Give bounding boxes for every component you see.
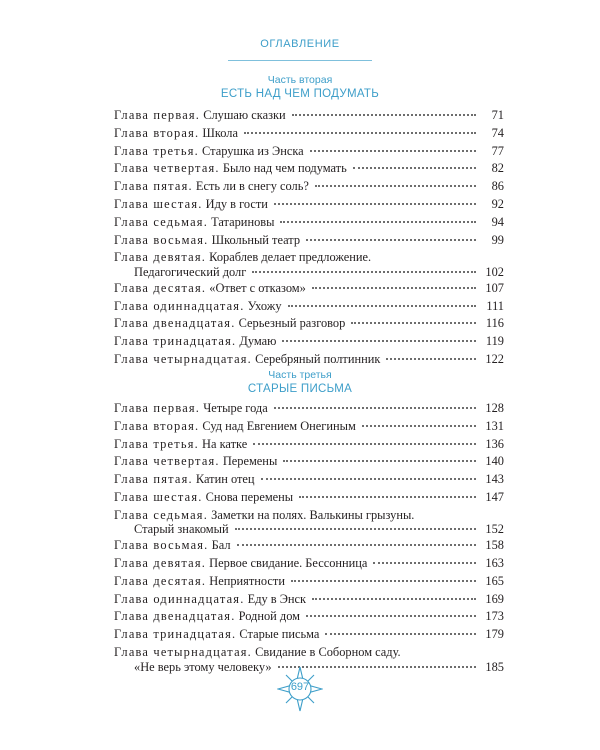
page-ref: 165 xyxy=(485,573,504,588)
chapter-title: Свидание в Соборном саду. xyxy=(255,645,401,660)
toc-entry[interactable] xyxy=(114,250,504,281)
chapter-number: Глава десятая. xyxy=(114,573,207,588)
chapter-title: Бал xyxy=(211,538,231,553)
toc-entry[interactable] xyxy=(114,538,504,556)
chapter-title: Родной дом xyxy=(238,609,300,624)
toc-entry[interactable] xyxy=(114,592,504,610)
toc-entry[interactable] xyxy=(114,281,504,299)
chapter-number: Глава седьмая. xyxy=(114,507,208,522)
toc-entry[interactable] xyxy=(114,627,504,645)
leader-dots xyxy=(353,167,476,169)
part-two-heading xyxy=(0,74,600,101)
chapter-title: Снова перемены xyxy=(205,489,294,504)
chapter-title: Первое свидание. Бессонница xyxy=(209,556,368,571)
chapter-number: Глава двенадцатая. xyxy=(114,609,236,624)
chapter-number: Глава тринадцатая. xyxy=(114,334,237,349)
leader-dots xyxy=(362,425,476,427)
chapter-title-continued: «Не верь этому человеку» xyxy=(134,659,272,674)
toc-entry[interactable] xyxy=(114,490,504,508)
chapter-number: Глава восьмая. xyxy=(114,232,209,247)
leader-dots xyxy=(312,598,476,600)
page-ref: 147 xyxy=(485,489,504,504)
part-label: Часть вторая xyxy=(267,74,333,86)
chapter-title: Есть ли в снегу соль? xyxy=(195,179,309,194)
toc-entry[interactable] xyxy=(114,299,504,317)
page-title: ОГЛАВЛЕНИЕ xyxy=(260,38,340,50)
leader-dots xyxy=(237,544,476,546)
leader-dots xyxy=(351,322,476,324)
chapter-title-continued: Старый знакомый xyxy=(134,522,229,537)
chapter-title: Школа xyxy=(202,125,238,140)
chapter-number: Глава четвертая. xyxy=(114,161,220,176)
chapter-number: Глава пятая. xyxy=(114,179,193,194)
chapter-number: Глава восьмая. xyxy=(114,538,209,553)
chapter-title: Ухожу xyxy=(247,298,282,313)
leader-dots xyxy=(325,633,476,635)
page-ref: 92 xyxy=(491,196,504,211)
toc-entry[interactable] xyxy=(114,161,504,179)
leader-dots xyxy=(306,615,476,617)
chapter-title: Старые письма xyxy=(239,627,320,642)
leader-dots xyxy=(280,221,476,223)
chapter-title: Заметки на полях. Валькины грызуны. xyxy=(211,507,415,522)
toc-entry[interactable] xyxy=(114,454,504,472)
chapter-title: Было над чем подумать xyxy=(222,161,347,176)
page-ref: 131 xyxy=(485,418,504,433)
toc-entry[interactable] xyxy=(114,437,504,455)
leader-dots xyxy=(283,460,476,462)
leader-dots xyxy=(312,287,476,289)
chapter-title: На катке xyxy=(202,436,248,451)
chapter-number: Глава вторая. xyxy=(114,125,200,140)
chapter-number: Глава третья. xyxy=(114,436,199,451)
chapter-title: Кораблев делает предложение. xyxy=(209,250,372,265)
chapter-number: Глава пятая. xyxy=(114,472,193,487)
page-ref: 169 xyxy=(485,591,504,606)
chapter-number: Глава четырнадцатая. xyxy=(114,645,252,660)
page-ref: 140 xyxy=(485,454,504,469)
toc-entry[interactable] xyxy=(114,233,504,251)
chapter-number: Глава одиннадцатая. xyxy=(114,298,245,313)
chapter-number: Глава девятая. xyxy=(114,556,207,571)
chapter-number: Глава третья. xyxy=(114,143,199,158)
chapter-number: Глава седьмая. xyxy=(114,214,208,229)
toc-entry[interactable] xyxy=(114,419,504,437)
chapter-number: Глава четырнадцатая. xyxy=(114,352,252,367)
chapter-title: Старушка из Энска xyxy=(202,143,304,158)
toc-entry[interactable] xyxy=(114,609,504,627)
chapter-title: Суд над Евгением Онегиным xyxy=(202,418,356,433)
page-ref: 179 xyxy=(485,627,504,642)
page-ref: 86 xyxy=(491,179,504,194)
chapter-title: Иду в гости xyxy=(205,196,268,211)
page-ref: 122 xyxy=(485,352,504,367)
part-title: ЕСТЬ НАД ЧЕМ ПОДУМАТЬ xyxy=(220,88,380,100)
leader-dots xyxy=(261,478,476,480)
chapter-title-continued: Педагогический долг xyxy=(134,264,247,279)
leader-dots xyxy=(235,528,476,530)
page-number: 697 xyxy=(290,681,310,693)
toc-entry[interactable] xyxy=(114,316,504,334)
chapter-number: Глава первая. xyxy=(114,108,201,122)
leader-dots xyxy=(315,185,476,187)
leader-dots xyxy=(244,132,476,134)
page-ref: 163 xyxy=(485,556,504,571)
part-title: СТАРЫЕ ПИСЬМА xyxy=(247,383,353,395)
leader-dots xyxy=(292,114,476,116)
leader-dots xyxy=(282,340,476,342)
page-ref: 71 xyxy=(491,108,504,122)
leader-dots xyxy=(310,150,476,152)
page-ref: 111 xyxy=(486,298,504,313)
toc-part-three xyxy=(114,401,504,676)
page-ref: 94 xyxy=(491,214,504,229)
page-ref: 116 xyxy=(485,316,504,331)
page-ref: 185 xyxy=(485,659,504,674)
page-ref: 74 xyxy=(491,125,504,140)
toc-entry[interactable] xyxy=(114,574,504,592)
page-ref: 143 xyxy=(485,472,504,487)
chapter-title: Четыре года xyxy=(203,401,268,415)
leader-dots xyxy=(299,496,476,498)
chapter-title: Серьезный разговор xyxy=(238,316,346,331)
chapter-number: Глава девятая. xyxy=(114,250,207,265)
chapter-number: Глава первая. xyxy=(114,401,201,415)
toc-entry[interactable] xyxy=(114,556,504,574)
toc-entry[interactable] xyxy=(114,472,504,490)
toc-entry[interactable] xyxy=(114,508,504,539)
leader-dots xyxy=(373,562,476,564)
part-label: Часть третья xyxy=(268,369,332,381)
page-ref: 152 xyxy=(485,522,504,537)
leader-dots xyxy=(291,580,476,582)
chapter-number: Глава четвертая. xyxy=(114,454,220,469)
toc-entry[interactable] xyxy=(114,352,504,370)
chapter-title: Еду в Энск xyxy=(247,591,307,606)
chapter-title: Татариновы xyxy=(211,214,275,229)
leader-dots xyxy=(252,271,476,273)
leader-dots xyxy=(274,407,476,409)
chapter-title: «Ответ с отказом» xyxy=(209,280,306,295)
chapter-title: Думаю xyxy=(239,334,277,349)
page-ref: 173 xyxy=(485,609,504,624)
chapter-title: Школьный театр xyxy=(211,232,301,247)
chapter-title: Слушаю сказки xyxy=(203,108,286,122)
chapter-number: Глава одиннадцатая. xyxy=(114,591,245,606)
title-underline xyxy=(228,60,372,61)
toc-part-two xyxy=(114,108,504,370)
toc-entry[interactable] xyxy=(114,179,504,197)
chapter-number: Глава тринадцатая. xyxy=(114,627,237,642)
chapter-title: Катин отец xyxy=(195,472,255,487)
leader-dots xyxy=(274,203,476,205)
page-ref: 119 xyxy=(485,334,504,349)
chapter-number: Глава шестая. xyxy=(114,489,203,504)
chapter-title: Серебряный полтинник xyxy=(255,352,381,367)
page-ref: 77 xyxy=(491,143,504,158)
page-ref: 158 xyxy=(485,538,504,553)
page-ref: 99 xyxy=(491,232,504,247)
toc-entry[interactable] xyxy=(114,144,504,162)
chapter-title: Перемены xyxy=(222,454,278,469)
page-ref: 136 xyxy=(485,436,504,451)
toc-entry[interactable] xyxy=(114,215,504,233)
page-ref: 128 xyxy=(485,401,504,415)
chapter-number: Глава двенадцатая. xyxy=(114,316,236,331)
toc-entry[interactable] xyxy=(114,401,504,419)
toc-entry[interactable] xyxy=(114,108,504,126)
leader-dots xyxy=(386,358,476,360)
page-ref: 82 xyxy=(491,161,504,176)
toc-entry[interactable] xyxy=(114,334,504,352)
chapter-number: Глава десятая. xyxy=(114,280,207,295)
toc-entry[interactable] xyxy=(114,126,504,144)
chapter-title: Неприятности xyxy=(209,573,285,588)
toc-entry[interactable] xyxy=(114,197,504,215)
leader-dots xyxy=(306,239,476,241)
chapter-number: Глава вторая. xyxy=(114,418,200,433)
leader-dots xyxy=(253,443,476,445)
chapter-number: Глава шестая. xyxy=(114,196,203,211)
page-ref: 107 xyxy=(485,280,504,295)
page-ref: 102 xyxy=(485,264,504,279)
leader-dots xyxy=(288,305,476,307)
part-three-heading xyxy=(0,369,600,396)
